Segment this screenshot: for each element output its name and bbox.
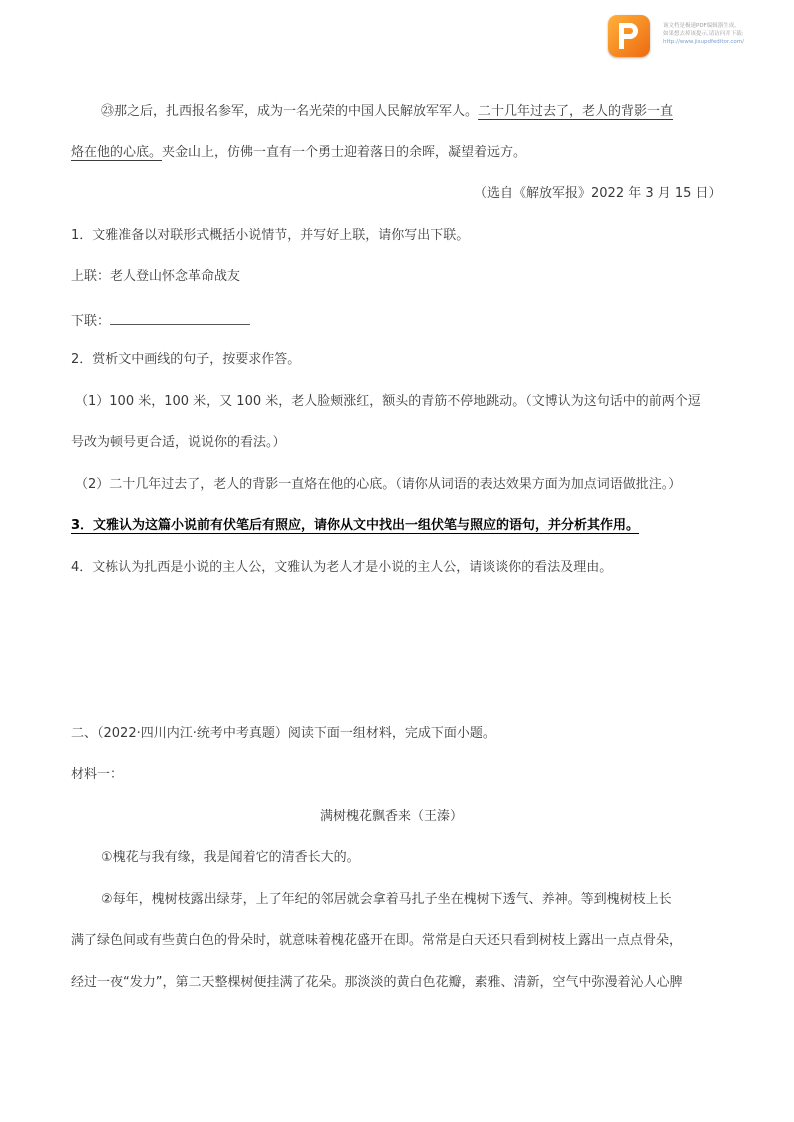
underlined-sentence: 二十几年过去了，老人的背影一直	[478, 104, 674, 119]
question-4: 4．文栋认为扎西是小说的主人公，文雅认为老人才是小说的主人公，请谈谈你的看法及理由。	[71, 560, 613, 575]
material-label: 材料一：	[71, 767, 124, 782]
question-1: 1．文雅准备以对联形式概括小说情节，并写好上联，请你写出下联。	[71, 228, 470, 243]
article-paragraph-2-cont: 经过一夜“发力”，第二天整棵树便挂满了花朵。那淡淡的黄白色花瓣，素雅、清新，空气中弥漫着沁人心脾	[71, 975, 683, 990]
p-letter-icon	[617, 21, 641, 51]
question-2-1-cont: 号改为顿号更合适，说说你的看法。）	[71, 435, 286, 450]
question-2: 2．赏析文中画线的句子，按要求作答。	[71, 352, 301, 367]
article-paragraph-1: ①槐花与我有缘，我是闻着它的清香长大的。	[101, 850, 360, 865]
answer-blank[interactable]	[110, 310, 250, 325]
text-span: 夹金山上，仿佛一直有一个勇士迎着落日的余晖，凝望着远方。	[162, 145, 527, 160]
article-title: 满树槐花飘香来（王溱）	[320, 809, 464, 824]
pdf-editor-logo	[608, 15, 650, 57]
watermark-line: 如果想去掉该提示,请访问并下载:	[663, 31, 744, 37]
question-1-lower-couplet	[71, 310, 250, 331]
watermark-line: 该文档是极速PDF编辑器生成,	[663, 23, 736, 29]
watermark-url: http://www.jisupdfeditor.com/	[663, 39, 744, 45]
passage-paragraph-23-cont	[71, 144, 526, 162]
source-citation: （选自《解放军报》2022 年 3 月 15 日）	[474, 186, 722, 201]
lower-couplet-label: 下联：	[71, 314, 111, 329]
article-paragraph-2: ②每年，槐树枝露出绿芽，上了年纪的邻居就会拿着马扎子坐在槐树下透气、养神。等到槐树枝上长	[101, 892, 672, 907]
question-2-1: （1）100 米，100 米，又 100 米，老人脸颊涨红，额头的青筋不停地跳动。（文博认为这句话中的前两个逗	[75, 394, 701, 409]
question-1-upper-couplet: 上联：老人登山怀念革命战友	[71, 269, 241, 284]
question-2-2: （2）二十几年过去了，老人的背影一直烙在他的心底。（请你从词语的表达效果方面为加点词语做批注。）	[75, 477, 682, 492]
passage-paragraph-23	[101, 103, 673, 121]
section-2-heading: 二、（2022·四川内江·统考中考真题）阅读下面一组材料，完成下面小题。	[71, 726, 496, 741]
article-paragraph-2-cont: 满了绿色间或有些黄白色的骨朵时，就意味着槐花盛开在即。常常是白天还只看到树枝上露出一点点骨朵，	[71, 933, 683, 948]
question-3: 3．文雅认为这篇小说前有伏笔后有照应，请你从文中找出一组伏笔与照应的语句，并分析其作用。	[71, 518, 640, 533]
text-span: ㉓那之后，扎西报名参军，成为一名光荣的中国人民解放军军人。	[101, 104, 479, 119]
watermark-text	[663, 22, 791, 46]
underlined-sentence: 烙在他的心底。	[71, 145, 163, 160]
